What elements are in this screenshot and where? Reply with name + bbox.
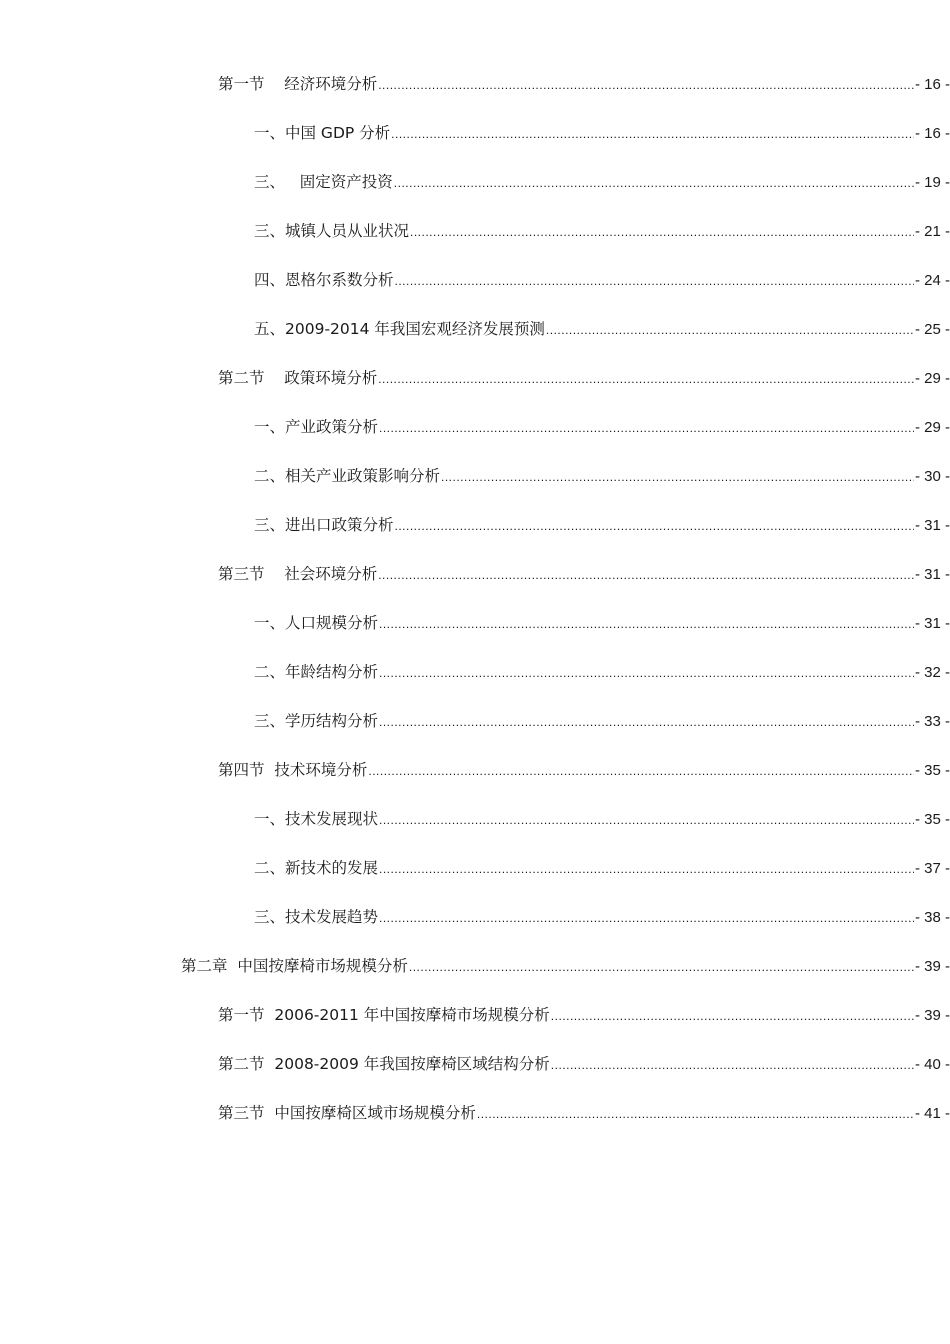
toc-entry-title: 五、2009-2014 年我国宏观经济发展预测 (254, 320, 545, 338)
toc-entry[interactable] (0, 893, 950, 942)
toc-dot-leader (368, 761, 914, 781)
toc-page-number: - 41 - (914, 1105, 950, 1122)
toc-dot-leader (379, 663, 914, 683)
toc-dot-leader (546, 320, 914, 340)
toc-dot-leader (551, 1055, 914, 1075)
toc-entry-title: 三、学历结构分析 (254, 712, 379, 730)
toc-entry-title: 第一节 2006-2011 年中国按摩椅市场规模分析 (218, 1006, 550, 1024)
toc-dot-leader (551, 1006, 914, 1026)
toc-page-number: - 37 - (914, 860, 950, 877)
toc-dot-leader (394, 173, 914, 193)
toc-page-number: - 31 - (914, 566, 950, 583)
toc-entry-title: 二、年龄结构分析 (254, 663, 379, 681)
toc-entry-title: 第二章 中国按摩椅市场规模分析 (181, 957, 408, 975)
toc-entry[interactable] (0, 354, 950, 403)
toc-entry[interactable] (0, 60, 950, 109)
toc-page-number: - 40 - (914, 1056, 950, 1073)
toc-page-number: - 33 - (914, 713, 950, 730)
toc-dot-leader (395, 271, 914, 291)
toc-page-number: - 25 - (914, 321, 950, 338)
toc-page-number: - 39 - (914, 958, 950, 975)
toc-entry[interactable] (0, 844, 950, 893)
toc-page-number: - 21 - (914, 223, 950, 240)
toc-page-number: - 29 - (914, 419, 950, 436)
toc-page-number: - 30 - (914, 468, 950, 485)
toc-dot-leader (379, 614, 914, 634)
toc-dot-leader (379, 712, 914, 732)
toc-page-number: - 31 - (914, 517, 950, 534)
toc-entry[interactable] (0, 1089, 950, 1138)
toc-entry-title: 一、中国 GDP 分析 (254, 124, 391, 142)
toc-entry-title: 一、人口规模分析 (254, 614, 379, 632)
table-of-contents (0, 60, 950, 1138)
toc-entry[interactable] (0, 1040, 950, 1089)
toc-entry[interactable] (0, 452, 950, 501)
toc-dot-leader (378, 369, 914, 389)
toc-entry-title: 二、新技术的发展 (254, 859, 379, 877)
toc-page-number: - 39 - (914, 1007, 950, 1024)
toc-entry[interactable] (0, 501, 950, 550)
toc-page-number: - 35 - (914, 811, 950, 828)
toc-dot-leader (391, 124, 914, 144)
toc-page-number: - 19 - (914, 174, 950, 191)
toc-page-number: - 32 - (914, 664, 950, 681)
toc-dot-leader (409, 957, 914, 977)
toc-page-number: - 35 - (914, 762, 950, 779)
toc-dot-leader (379, 418, 914, 438)
toc-page-number: - 16 - (914, 76, 950, 93)
toc-entry[interactable] (0, 109, 950, 158)
toc-entry-title: 第二节 政策环境分析 (218, 369, 378, 387)
toc-entry[interactable] (0, 991, 950, 1040)
toc-entry-title: 第二节 2008-2009 年我国按摩椅区域结构分析 (218, 1055, 550, 1073)
toc-entry-title: 三、城镇人员从业状况 (254, 222, 410, 240)
toc-entry-title: 二、相关产业政策影响分析 (254, 467, 441, 485)
toc-entry[interactable] (0, 795, 950, 844)
toc-entry-title: 第三节 社会环境分析 (218, 565, 378, 583)
toc-entry[interactable] (0, 648, 950, 697)
toc-entry-title: 一、技术发展现状 (254, 810, 379, 828)
toc-entry-title: 三、进出口政策分析 (254, 516, 394, 534)
toc-entry-title: 三、 固定资产投资 (254, 173, 393, 191)
toc-entry[interactable] (0, 305, 950, 354)
toc-dot-leader (379, 810, 914, 830)
toc-entry-title: 第一节 经济环境分析 (218, 75, 378, 93)
toc-entry[interactable] (0, 746, 950, 795)
toc-dot-leader (477, 1104, 914, 1124)
toc-dot-leader (378, 565, 914, 585)
toc-page-number: - 31 - (914, 615, 950, 632)
toc-entry[interactable] (0, 599, 950, 648)
toc-dot-leader (378, 75, 914, 95)
toc-page-number: - 38 - (914, 909, 950, 926)
toc-entry-title: 第四节 技术环境分析 (218, 761, 368, 779)
toc-entry-title: 一、产业政策分析 (254, 418, 379, 436)
toc-entry[interactable] (0, 403, 950, 452)
toc-entry[interactable] (0, 550, 950, 599)
toc-entry-title: 三、技术发展趋势 (254, 908, 379, 926)
toc-page-number: - 29 - (914, 370, 950, 387)
toc-entry[interactable] (0, 158, 950, 207)
toc-page-number: - 16 - (914, 125, 950, 142)
toc-entry[interactable] (0, 697, 950, 746)
toc-dot-leader (410, 222, 914, 242)
toc-entry[interactable] (0, 942, 950, 991)
toc-entry-title: 四、恩格尔系数分析 (254, 271, 394, 289)
toc-dot-leader (379, 908, 914, 928)
toc-entry-title: 第三节 中国按摩椅区域市场规模分析 (218, 1104, 476, 1122)
toc-entry[interactable] (0, 207, 950, 256)
toc-entry[interactable] (0, 256, 950, 305)
toc-page-number: - 24 - (914, 272, 950, 289)
toc-dot-leader (379, 859, 914, 879)
toc-dot-leader (395, 516, 914, 536)
toc-dot-leader (441, 467, 914, 487)
